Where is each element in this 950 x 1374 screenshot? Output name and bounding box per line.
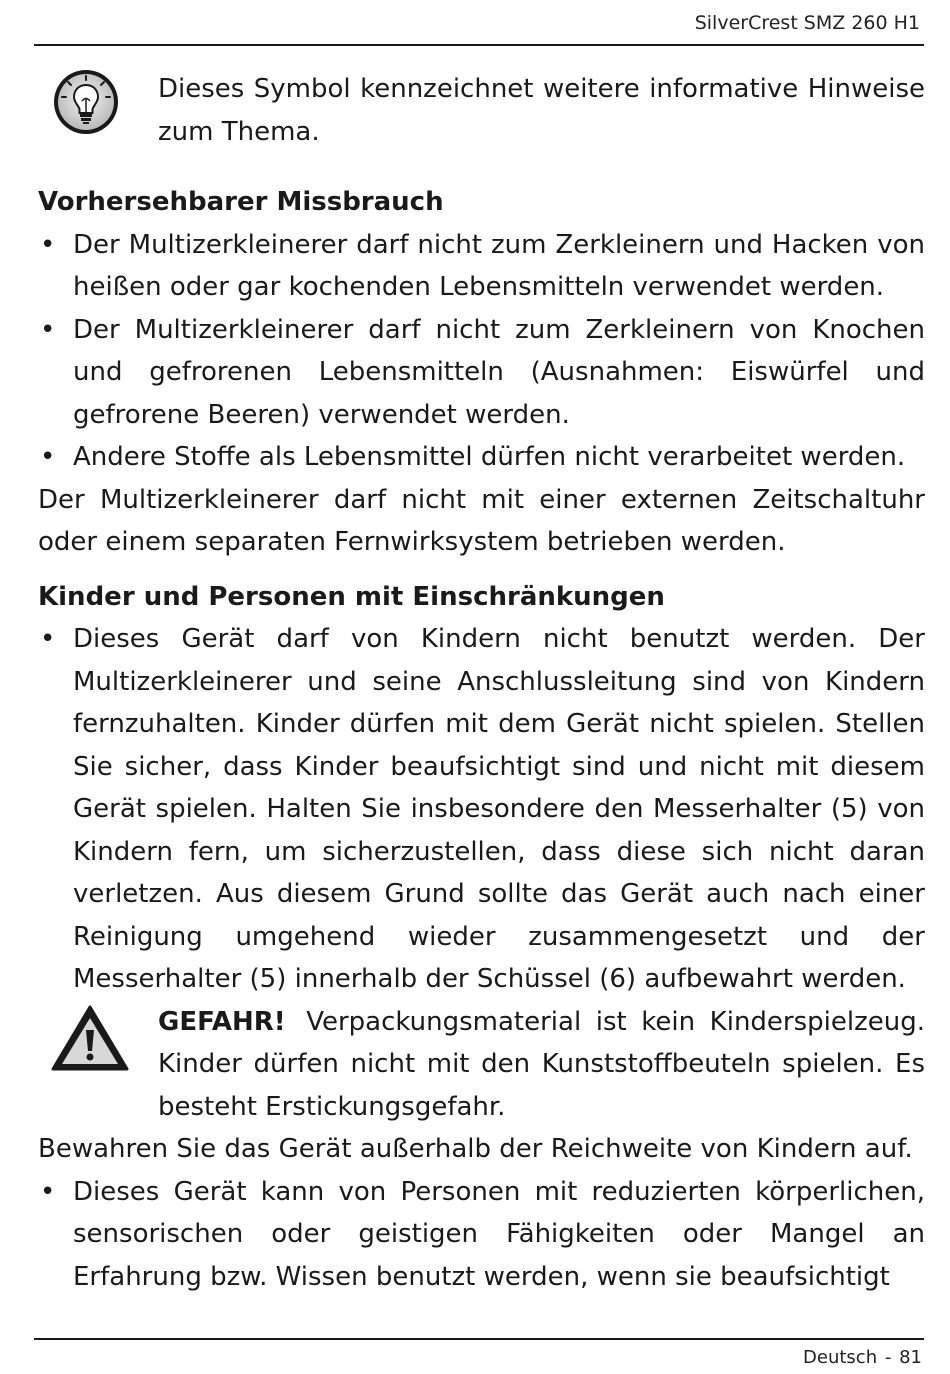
running-header: SilverCrest SMZ 260 H1 (694, 12, 920, 34)
list-item: • Andere Stoffe als Lebensmittel dürfen nicht verarbeitet werden. (38, 436, 925, 479)
list-item: • Dieses Gerät kann von Personen mit reduzierten körperlichen, sensorischen oder geistigen Fähigkeiten oder Mangel an Erfahrung bzw. Wissen benutzt werden, wenn sie beaufsichtigt (38, 1171, 925, 1299)
footer-rule (34, 1338, 924, 1340)
footer-separator: - (884, 1347, 892, 1368)
info-note (38, 68, 925, 153)
persons-list (38, 1171, 925, 1299)
bullet-icon: • (40, 624, 56, 654)
misuse-list (38, 224, 925, 479)
page-content (38, 68, 925, 1298)
page-number: 81 (899, 1347, 922, 1368)
list-item: • Der Multizerkleinerer darf nicht zum Zerkleinern von Knochen und gefrorenen Lebensmitteln (Ausnahmen: Eiswürfel und gefrorene Beeren) verwendet werden. (38, 309, 925, 437)
list-item: • Der Multizerkleinerer darf nicht zum Zerkleinern und Hacken von heißen oder gar kochenden Lebensmitteln verwendet werden. (38, 224, 925, 309)
footer-language: Deutsch (803, 1347, 878, 1368)
bullet-icon: • (40, 229, 56, 260)
danger-warning (38, 1001, 925, 1129)
section-title-children: Kinder und Personen mit Einschränkungen (38, 581, 665, 612)
lightbulb-icon (52, 68, 120, 136)
section-title-misuse: Vorhersehbarer Missbrauch (38, 187, 444, 217)
list-item: • Dieses Gerät darf von Kindern nicht benutzt werden. Der Multizerkleinerer und seine Anschlussleitung sind von Kindern fernzuhalten. Kinder dürfen mit dem Gerät nicht spielen. Stellen Sie sicher, dass Kinder beaufsichtigt sind und nicht mit diesem Gerät spielen. Halten Sie insbesondere den Messerhalter (5) von Kindern fern, um sicherzustellen, dass diese sich nicht daran verletzen. Aus diesem Grund sollte das Gerät auch nach einer Reinigung umgehend wieder zusammengesetzt und der Messerhalter (5) innerhalb der Schüssel (6) aufbewahrt werden. (38, 618, 925, 1001)
children-paragraph: Bewahren Sie das Gerät außerhalb der Reichweite von Kindern auf. (38, 1134, 913, 1164)
bullet-icon: • (40, 442, 56, 472)
warning-triangle-icon (50, 1003, 130, 1073)
bullet-icon: • (40, 1176, 56, 1207)
misuse-paragraph: Der Multizerkleinerer darf nicht mit einer externen Zeitschaltuhr oder einem separaten Fernwirksystem betrieben werden. (38, 484, 925, 557)
danger-label: GEFAHR! (158, 1006, 286, 1037)
danger-text: Verpackungsmaterial ist kein Kinderspielzeug. Kinder dürfen nicht mit den Kunststoffbeuteln spielen. Es besteht Erstickungsgefahr. (158, 1006, 925, 1122)
header-rule (34, 44, 924, 46)
bullet-icon: • (40, 314, 56, 345)
info-note-text: Dieses Symbol kennzeichnet weitere informative Hinweise zum Thema. (158, 74, 925, 147)
children-list (38, 618, 925, 1001)
page-footer (803, 1347, 922, 1368)
